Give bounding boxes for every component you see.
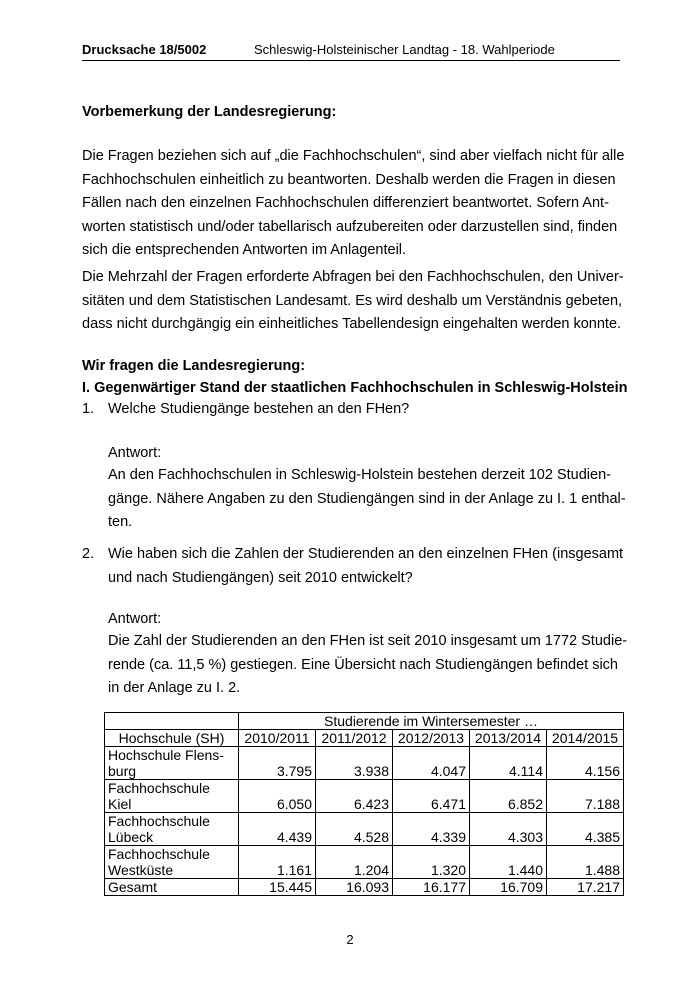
table-cell: 3.795 — [239, 747, 316, 780]
row-label: Hochschule Flens- burg — [105, 747, 239, 780]
table-cell: 4.047 — [393, 747, 470, 780]
table-cell: 4.439 — [239, 813, 316, 846]
line: Die Fragen beziehen sich auf „die Fachhochschulen“, sind aber vielfach nicht für alle — [82, 148, 625, 164]
table-cell: 7.188 — [547, 780, 624, 813]
col-header-year: 2011/2012 — [316, 730, 393, 747]
table-row — [105, 780, 624, 813]
page-header — [82, 42, 620, 61]
row-label: Fachhochschule Lübeck — [105, 813, 239, 846]
section-heading: I. Gegenwärtiger Stand der staatlichen Fachhochschulen in Schleswig-Holstein — [82, 380, 628, 396]
answer-1-text — [108, 464, 626, 535]
wir-fragen-heading: Wir fragen die Landesregierung: — [82, 358, 306, 374]
landtag-title: Schleswig-Holsteinischer Landtag - 18. Wahlperiode — [254, 42, 555, 57]
line: Die Mehrzahl der Fragen erforderte Abfragen bei den Fachhochschulen, den Univer- — [82, 269, 624, 285]
row-label: Fachhochschule Kiel — [105, 780, 239, 813]
table-row — [105, 747, 624, 780]
table-cell: 1.204 — [316, 846, 393, 879]
table-cell: 4.114 — [470, 747, 547, 780]
page-number: 2 — [346, 932, 354, 947]
paragraph-2 — [82, 266, 624, 337]
paragraph-1 — [82, 145, 624, 263]
col-header-year: 2014/2015 — [547, 730, 624, 747]
table-cell: 3.938 — [316, 747, 393, 780]
answer-2-text — [108, 630, 627, 701]
table-cell: 1.161 — [239, 846, 316, 879]
row-label: Fachhochschule Westküste — [105, 846, 239, 879]
table-cell: 6.852 — [470, 780, 547, 813]
line: und nach Studiengängen) seit 2010 entwickelt? — [108, 569, 413, 586]
row-label: Gesamt — [105, 879, 239, 896]
question-1-number: 1. — [82, 401, 95, 417]
line: Fällen nach den einzelnen Fachhochschulen differenziert beantwortet. Sofern Ant- — [82, 195, 609, 211]
total-row — [105, 879, 624, 896]
line: in der Anlage zu I. 2. — [108, 680, 241, 696]
drucksache-number: Drucksache 18/5002 — [82, 42, 207, 57]
table-row — [105, 813, 624, 846]
table-cell: 1.488 — [547, 846, 624, 879]
header-empty-cell — [105, 713, 239, 730]
table-cell: 4.528 — [316, 813, 393, 846]
line: ten. — [108, 514, 133, 530]
line: sitäten und dem Statistischen Landesamt. Es wird deshalb um Verständnis gebeten, — [82, 292, 623, 309]
table-cell: 6.423 — [316, 780, 393, 813]
table-cell: 6.471 — [393, 780, 470, 813]
col-header-year: 2013/2014 — [470, 730, 547, 747]
line: rende (ca. 11,5 %) gestiegen. Eine Übersicht nach Studiengängen befindet sich — [108, 656, 618, 673]
table-header-row — [105, 730, 624, 747]
table-cell: 4.303 — [470, 813, 547, 846]
table-header-row — [105, 713, 624, 730]
line: Fachhochschulen einheitlich zu beantworten. Deshalb werden die Fragen in diesen — [82, 171, 616, 188]
group-header: Studierende im Wintersemester … — [239, 713, 624, 730]
table-cell: 4.339 — [393, 813, 470, 846]
table-cell: 16.709 — [470, 879, 547, 896]
vorbemerkung-heading: Vorbemerkung der Landesregierung: — [82, 104, 337, 120]
table-cell: 16.177 — [393, 879, 470, 896]
col-header-year: 2010/2011 — [239, 730, 316, 747]
table-cell: 4.156 — [547, 747, 624, 780]
line: gänge. Nähere Angaben zu den Studiengängen sind in der Anlage zu I. 1 enthal- — [108, 490, 626, 507]
table-cell: 16.093 — [316, 879, 393, 896]
line: worten statistisch und/oder tabellarisch aufzubereiten oder darzustellen sind, finden — [82, 218, 618, 235]
table-cell: 15.445 — [239, 879, 316, 896]
col-header-year: 2012/2013 — [393, 730, 470, 747]
students-table — [104, 712, 624, 896]
line: An den Fachhochschulen in Schleswig-Holstein bestehen derzeit 102 Studien- — [108, 467, 611, 483]
question-1-text: Welche Studiengänge bestehen an den FHen? — [108, 401, 410, 417]
table-cell: 4.385 — [547, 813, 624, 846]
table-cell: 17.217 — [547, 879, 624, 896]
question-2-text — [108, 543, 623, 590]
line: Wie haben sich die Zahlen der Studierenden an den einzelnen FHen (insgesamt — [108, 546, 624, 562]
question-2-number: 2. — [82, 546, 95, 562]
table-row — [105, 846, 624, 879]
answer-2-label: Antwort: — [108, 611, 162, 627]
table-cell: 6.050 — [239, 780, 316, 813]
answer-1-label: Antwort: — [108, 445, 162, 461]
table-cell: 1.320 — [393, 846, 470, 879]
col-header-hochschule: Hochschule (SH) — [105, 730, 239, 747]
line: sich die entsprechenden Antworten im Anlagenteil. — [82, 242, 407, 258]
line: Die Zahl der Studierenden an den FHen ist seit 2010 insgesamt um 1772 Studie- — [108, 633, 628, 649]
table-cell: 1.440 — [470, 846, 547, 879]
line: dass nicht durchgängig ein einheitliches Tabellendesign eingehalten werden konnte. — [82, 316, 622, 332]
